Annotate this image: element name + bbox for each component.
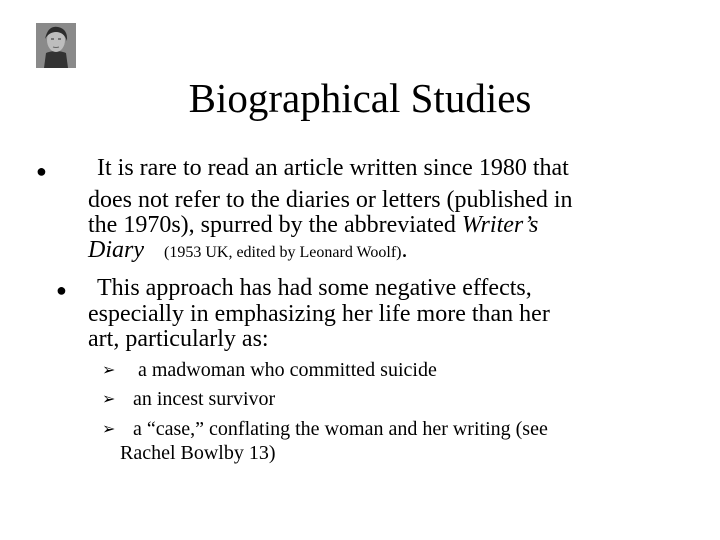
bullet-1-line-1: It is rare to read an article written since 1980 that xyxy=(97,155,569,181)
bullet-2-line-2: especially in emphasizing her life more than her xyxy=(88,301,550,327)
arrow-bullet-icon: ➢ xyxy=(102,360,116,379)
bullet-1-line-3: the 1970s), spurred by the abbreviated Writer’s xyxy=(88,212,539,238)
sub-bullet-2: an incest survivor xyxy=(133,388,276,410)
bullet-2-line-3: art, particularly as: xyxy=(88,326,269,352)
publication-note: (1953 UK, edited by Leonard Woolf) xyxy=(164,244,402,261)
book-title-part-2: Diary xyxy=(88,237,144,263)
sub-bullet-1: a madwoman who committed suicide xyxy=(138,359,437,381)
sub-bullet-3-line-2: Rachel Bowlby 13) xyxy=(120,442,276,464)
bullet-dot-icon: ● xyxy=(36,161,47,181)
bullet-1-line-4: Diary (1953 UK, edited by Leonard Woolf). xyxy=(88,237,408,263)
arrow-bullet-icon: ➢ xyxy=(102,389,116,408)
bullet-1-line-2: does not refer to the diaries or letters (published in xyxy=(88,187,573,213)
sub-bullet-3-line-1: a “case,” conflating the woman and her writing (see xyxy=(133,418,548,440)
arrow-bullet-icon: ➢ xyxy=(102,419,116,438)
bullet-2-line-1: This approach has had some negative effects, xyxy=(97,275,532,301)
bullet-dot-icon: ● xyxy=(56,280,67,300)
book-title-part-1: Writer’s xyxy=(461,212,539,238)
slide-title: Biographical Studies xyxy=(188,75,532,121)
